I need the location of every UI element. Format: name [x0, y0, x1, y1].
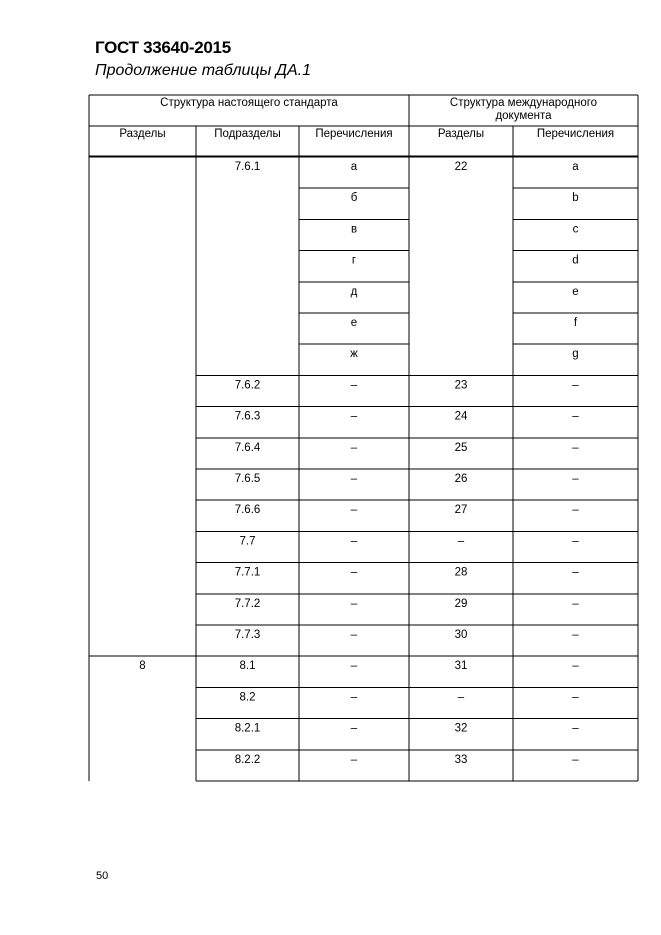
table-cell: –	[457, 691, 465, 704]
table-cell: 7.6.1	[234, 161, 261, 173]
table-cell: –	[350, 473, 358, 485]
group-header-this-standard: Структура настоящего стандарта	[160, 97, 338, 109]
table-cell: –	[350, 441, 358, 454]
table-cell: –	[350, 566, 358, 579]
table-cell: c	[572, 223, 579, 236]
table-cell: 8.1	[239, 660, 256, 673]
table-cell: 7.6.4	[234, 441, 261, 454]
table-cell: –	[350, 379, 358, 392]
table-cell: –	[572, 660, 579, 673]
table-cell: –	[572, 597, 579, 610]
table-cell: 29	[454, 597, 468, 610]
table-cell: 23	[454, 379, 468, 392]
table-cell: е	[350, 317, 358, 329]
table-cell: –	[572, 566, 579, 579]
table-cell: 7.7.3	[234, 629, 261, 641]
column-header: Подразделы	[214, 128, 281, 140]
table-cell: 32	[454, 722, 468, 735]
table-cell: 7.6.3	[234, 410, 261, 423]
table-cell: в	[350, 223, 358, 236]
table-cell: 7.6.5	[234, 473, 261, 485]
table-cell: g	[572, 348, 579, 361]
table-cell: –	[350, 691, 358, 704]
table-cell: f	[573, 317, 578, 329]
table-cell: –	[572, 722, 579, 735]
table-cell: –	[350, 629, 358, 641]
table-cell: e	[572, 285, 579, 298]
table-cell: 24	[454, 410, 468, 423]
table-cell: d	[572, 254, 579, 267]
table-cell: 8	[139, 660, 146, 673]
table-cell: –	[350, 504, 358, 517]
table-cell: 7.7.1	[234, 566, 261, 579]
table-cell: 8.2.1	[234, 722, 261, 735]
table-cell: –	[572, 410, 579, 423]
table-cell: 7.6.2	[234, 379, 261, 392]
table-cell: –	[572, 504, 579, 517]
table-cell: –	[572, 753, 579, 766]
document-code: ГОСТ 33640-2015	[95, 38, 231, 57]
page-number: 50	[96, 870, 109, 882]
table-cell: 7.6.6	[234, 504, 261, 517]
column-header: Разделы	[119, 128, 166, 140]
table-cell: –	[350, 597, 358, 610]
table-cell: 8.2	[239, 691, 256, 704]
table-cell: –	[457, 535, 465, 548]
table-cell: д	[350, 285, 358, 298]
column-header: Разделы	[437, 128, 485, 140]
table-cell: 26	[454, 473, 468, 485]
table-cell: b	[572, 192, 579, 205]
column-header: Перечисления	[536, 128, 615, 140]
table-cell: б	[350, 192, 358, 205]
table-cell: –	[350, 535, 358, 548]
table-cell: г	[351, 254, 357, 267]
column-header: Перечисления	[315, 128, 393, 140]
table-cell: 22	[454, 161, 468, 173]
table-cell: –	[572, 535, 579, 548]
table-continuation-title: Продолжение таблицы ДА.1	[95, 62, 312, 79]
table-cell: 25	[454, 441, 468, 454]
table-cell: 33	[454, 753, 468, 766]
table-cell: –	[572, 691, 579, 704]
table-cell: 28	[454, 566, 468, 579]
table-cell: 7.7.2	[234, 597, 261, 610]
table-cell: а	[350, 161, 358, 173]
table-cell: 31	[454, 660, 468, 673]
table-cell: –	[572, 629, 579, 641]
table-cell: 7.7	[239, 535, 256, 548]
group-header-international-document: Структура международного документа	[449, 97, 598, 122]
table-cell: –	[350, 722, 358, 735]
table-cell: –	[572, 379, 579, 392]
table-cell: –	[350, 753, 358, 766]
table-cell: –	[572, 441, 579, 454]
table-cell: –	[350, 660, 358, 673]
table-cell: 8.2.2	[234, 753, 261, 766]
table-cell: ж	[350, 348, 358, 361]
table-cell: 30	[454, 629, 468, 641]
table-cell: 27	[454, 504, 468, 517]
table-cell: –	[572, 473, 579, 485]
table-cell: a	[572, 161, 579, 173]
table-cell: –	[350, 410, 358, 423]
